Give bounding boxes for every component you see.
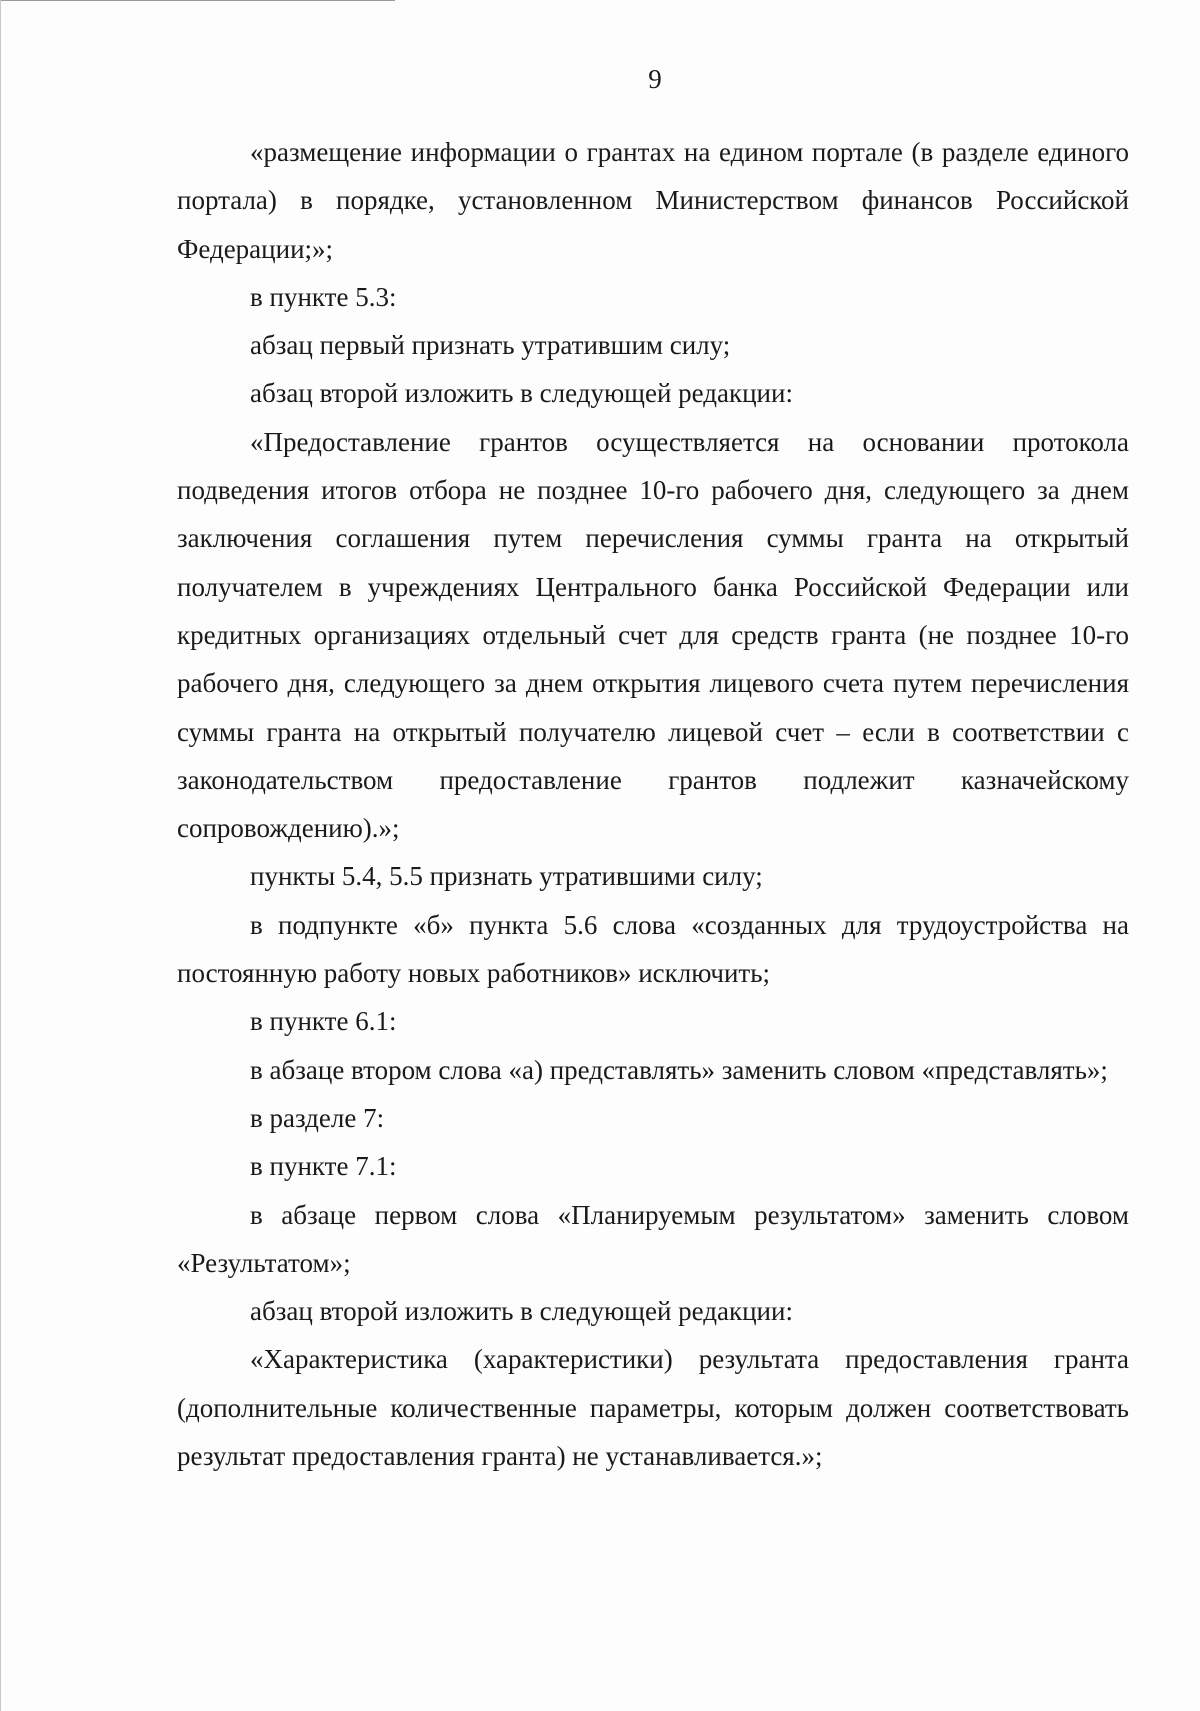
paragraph-14: «Характеристика (характеристики) результата предоставления гранта (дополнительные количественные параметры, которым должен соответствовать результат предоставления гранта) не устанавливается.»; [177,1344,1129,1472]
paragraph-1: «размещение информации о грантах на едином портале (в разделе единого портала) в порядке, установленном Министерством финансов Российской Федерации;»; [177,137,1129,264]
paragraph-11: в пункте 7.1: [250,1151,397,1182]
paragraph-5: «Предоставление грантов осуществляется на основании протокола подведения итогов отбора не позднее 10-го рабочего дня, следующего за днем заключения соглашения путем перечисления суммы гранта на открытый получателем в учреждениях Центрального банка Российской Федерации или кредитных организациях отдельный счет для средств гранта (не позднее 10-го рабочего дня, следующего за днем открытия лицевого счета путем перечисления суммы гранта на открытый получателю лицевой счет – если в соответствии с законодательством предоставление грантов подлежит казначейскому сопровождению).»; [177,426,1129,844]
document-body [177,128,1129,1480]
paragraph-3: абзац первый признать утратившим силу; [250,330,731,361]
scan-edge-top [0,0,395,1]
paragraph-7: в подпункте «б» пункта 5.6 слова «созданных для трудоустройства на постоянную работу новых работников» исключить; [177,909,1129,989]
scan-edge-left [0,0,1,1711]
paragraph-13: абзац второй изложить в следующей редакции: [250,1296,793,1327]
paragraph-9: в абзаце втором слова «а) представлять» заменить словом «представлять»; [250,1054,1108,1085]
paragraph-12: в абзаце первом слова «Планируемым результатом» заменить словом «Результатом»; [177,1199,1129,1278]
paragraph-2: в пункте 5.3: [250,281,397,312]
paragraph-8: в пункте 6.1: [250,1006,397,1037]
paragraph-10: в разделе 7: [250,1102,385,1133]
page-number: 9 [648,64,662,94]
paragraph-6: пункты 5.4, 5.5 признать утратившими силу; [250,861,763,892]
paragraph-4: абзац второй изложить в следующей редакции: [250,378,793,409]
